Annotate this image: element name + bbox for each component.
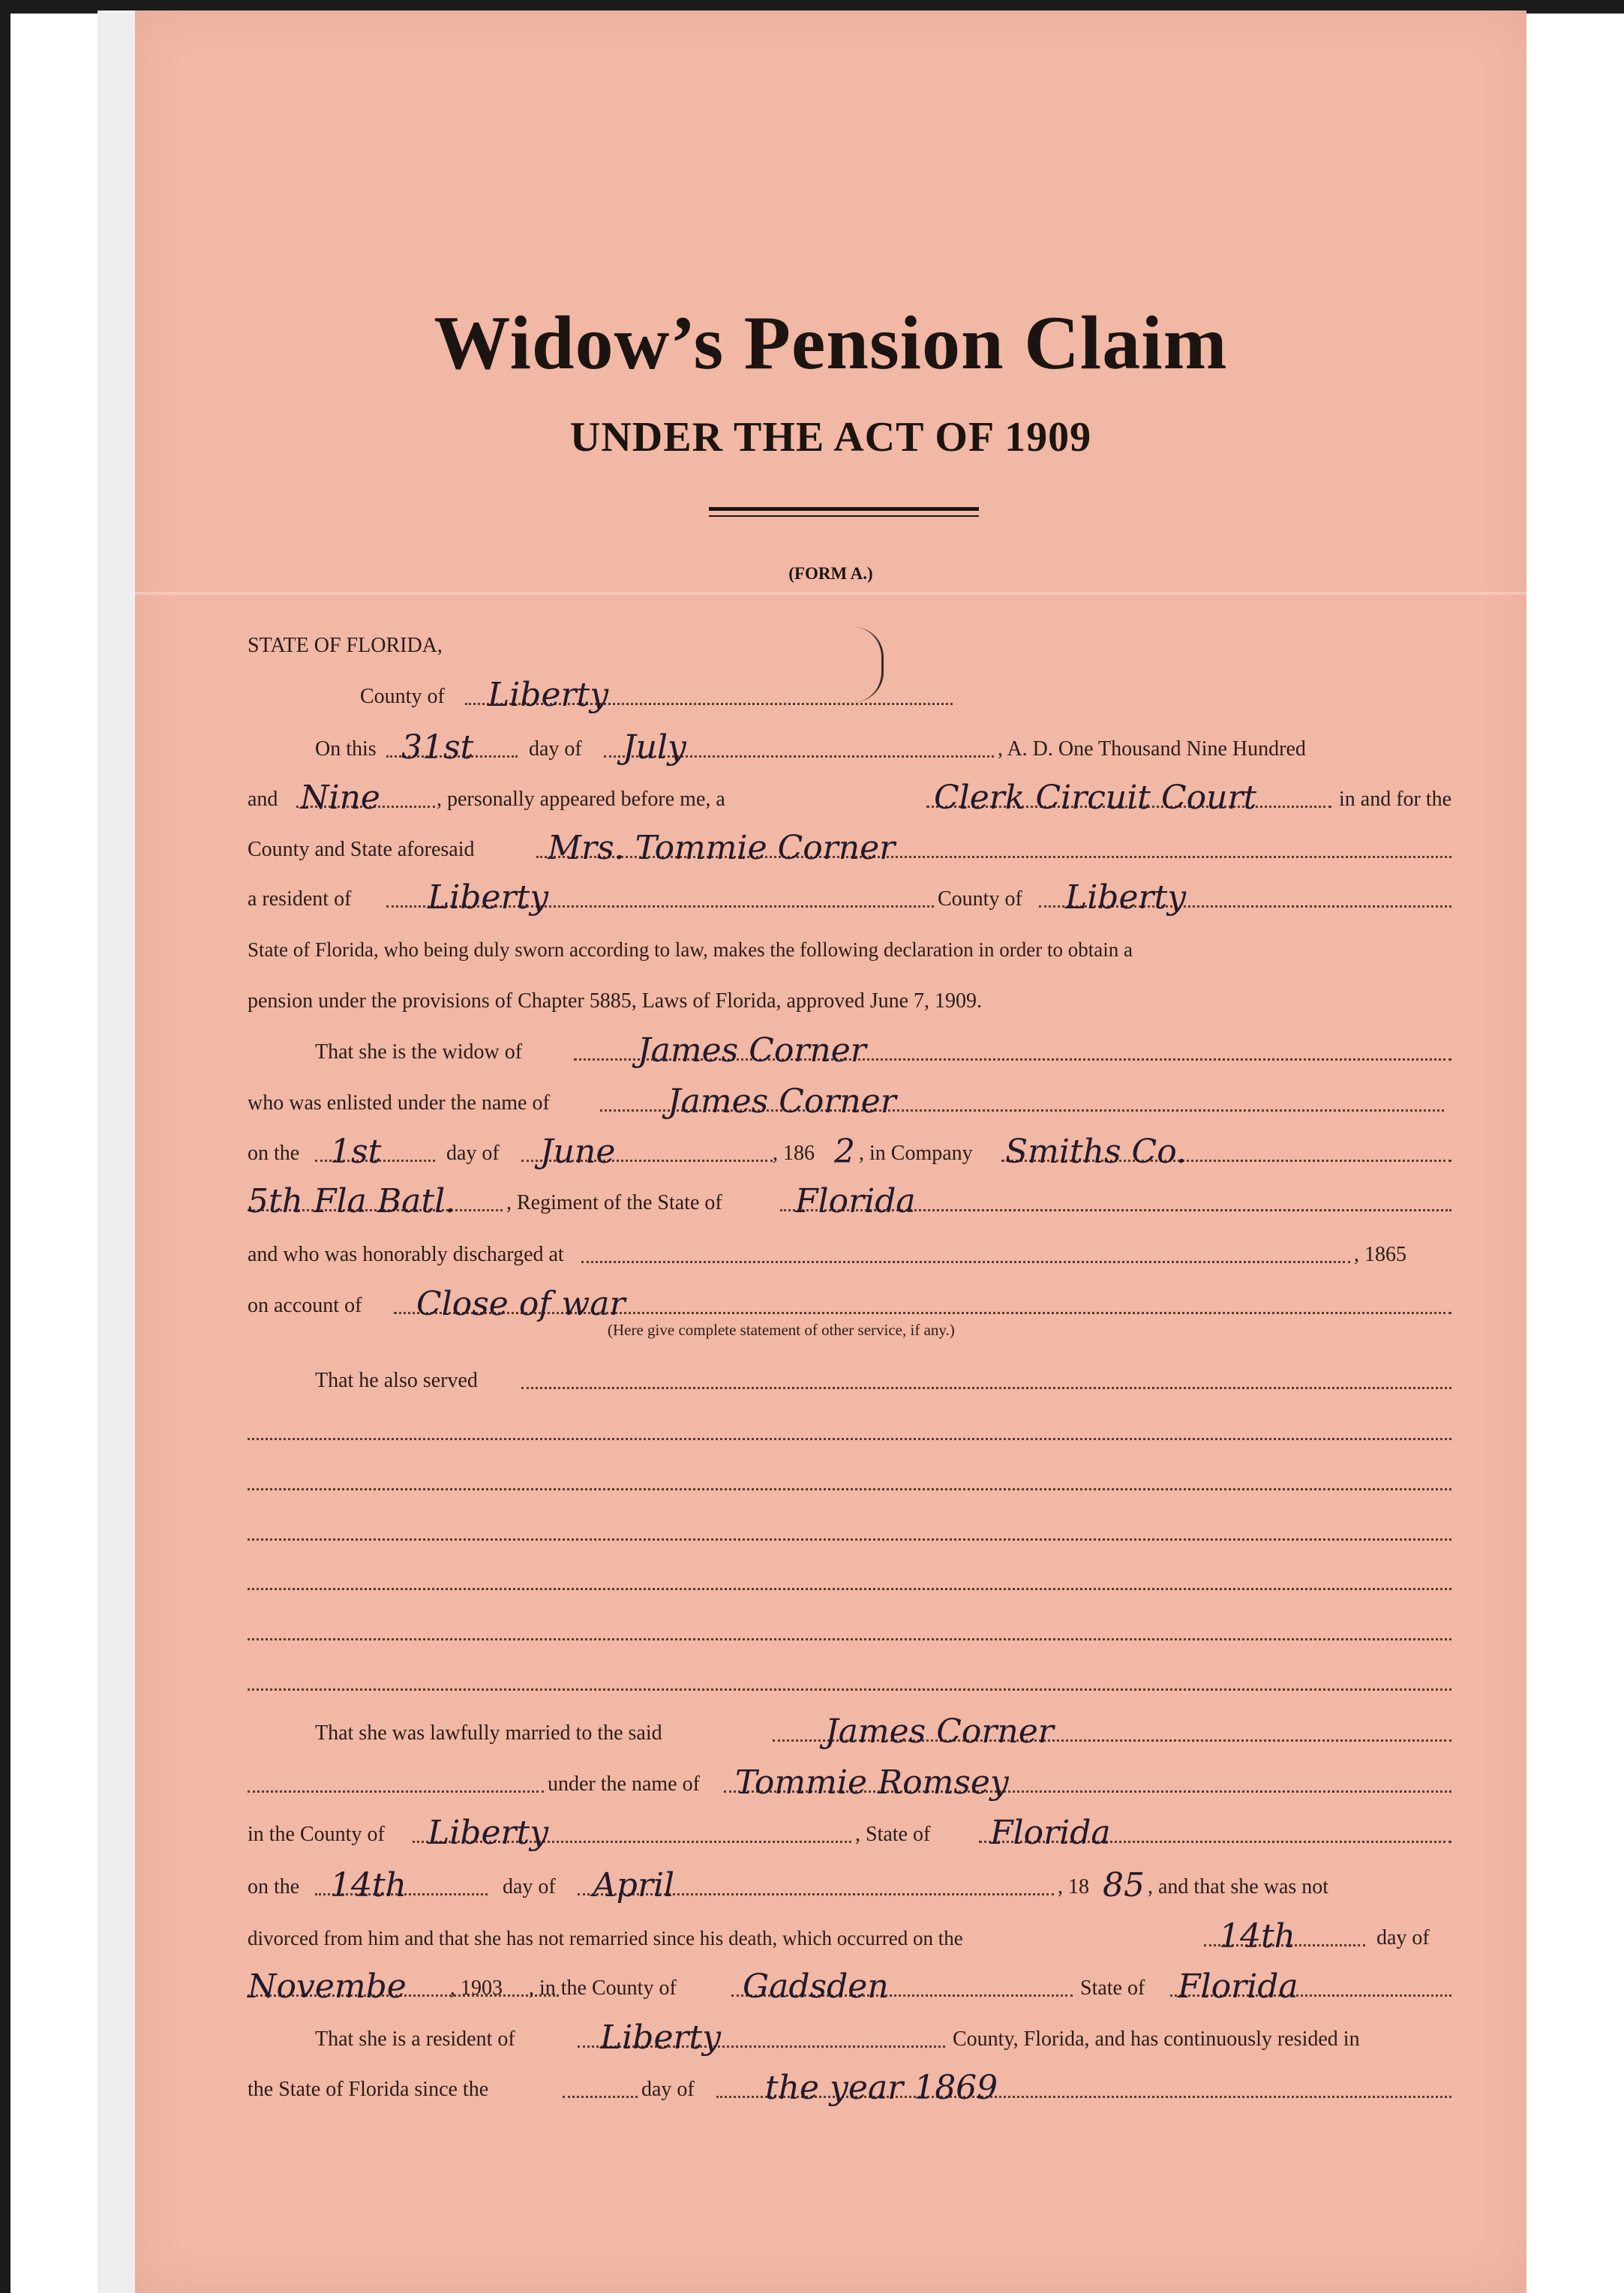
claimant-field[interactable]: Mrs. Tommie Corner [548, 829, 896, 867]
account-line: on account of Close of war [248, 1286, 1451, 1323]
widow-of-line: That she is the widow of James Corner [248, 1032, 1451, 1070]
discharged-line: and who was honorably discharged at , 1865 [248, 1243, 1406, 1266]
maiden-name-line: under the name of Tommie Romsey [248, 1764, 1451, 1802]
date-line: On this 31st day of July , A. D. One Thousand Nine Hundred [315, 728, 1306, 767]
marriage-date-line: on the 14th day of April , 18 85 , and that she was not [248, 1866, 1329, 1904]
claimant-line: County and State aforesaid Mrs. Tommie Corner [248, 830, 1451, 867]
marriage-state-field[interactable]: Florida [990, 1814, 1111, 1852]
state-line [248, 626, 1451, 663]
marriage-year-field[interactable]: 85 [1103, 1866, 1145, 1904]
county-label: County of [360, 685, 445, 708]
enlisted-line: who was enlisted under the name of James Corner [248, 1083, 1451, 1121]
death-state-field[interactable]: Florida [1178, 1967, 1298, 2006]
county-of-field[interactable]: Liberty [1065, 878, 1187, 917]
title-rule-thin [709, 515, 979, 517]
paper-fold-line [135, 592, 1526, 595]
death-day-field[interactable]: 14th [1219, 1917, 1296, 1955]
death-county-field[interactable]: Gadsden [743, 1967, 889, 2006]
marriage-month-field[interactable]: April [593, 1866, 675, 1904]
maiden-name-field[interactable]: Tommie Romsey [735, 1763, 1009, 1802]
regiment-field[interactable]: 5th Fla Batl. [248, 1182, 456, 1220]
regiment-state-field[interactable]: Florida [795, 1182, 916, 1220]
company-field[interactable]: Smiths Co. [1005, 1133, 1187, 1171]
married-line: That she was lawfully married to the said James Corner [248, 1713, 1451, 1751]
married-to-field[interactable]: James Corner [825, 1712, 1054, 1751]
blank-service-line-3[interactable] [248, 1512, 1451, 1550]
residence-since-line: the State of Florida since the day of the year 1869 [248, 2069, 1451, 2107]
month-field[interactable]: July [623, 728, 686, 767]
residence-line: That she is a resident of Liberty County, Florida, and has continuously resided in [315, 2018, 1360, 2057]
form-title: Widow’s Pension Claim [434, 301, 1228, 386]
scan-edge-left [0, 0, 11, 2293]
state-label: STATE OF FLORIDA, [248, 634, 443, 657]
enlist-date-line: on the 1st day of June , 186 2 , in Company Smiths Co. [248, 1133, 1451, 1171]
form-label: (FORM A.) [788, 564, 873, 583]
discharge-year[interactable]: , 1865 [1354, 1243, 1406, 1266]
blank-service-line-2[interactable] [248, 1462, 1451, 1499]
service-note: (Here give complete statement of other service, if any.) [608, 1321, 955, 1339]
husband-field[interactable]: James Corner [638, 1031, 866, 1070]
enlisted-name-field[interactable]: James Corner [668, 1082, 896, 1121]
pension-line: pension under the provisions of Chapter 5885, Laws of Florida, approved June 7, 1909. [248, 989, 983, 1013]
blank-service-line-4[interactable] [248, 1562, 1451, 1599]
marriage-day-field[interactable]: 14th [330, 1866, 407, 1904]
residence-county-field[interactable]: Liberty [600, 2018, 722, 2057]
resident-line: a resident of Liberty County of Liberty [248, 879, 1451, 917]
residence-since-field[interactable]: the year 1869 [765, 2069, 998, 2107]
blank-service-line-1[interactable] [248, 1412, 1451, 1449]
year-words-field[interactable]: Nine [300, 779, 380, 817]
resident-field[interactable]: Liberty [428, 878, 549, 917]
enlist-day-field[interactable]: 1st [330, 1133, 382, 1171]
enlist-month-field[interactable]: June [540, 1133, 616, 1171]
regiment-line: 5th Fla Batl. , Regiment of the State of Florida [248, 1183, 1451, 1220]
official-field[interactable]: Clerk Circuit Court [934, 779, 1257, 817]
appeared-line: and Nine , personally appeared before me, a Clerk Circuit Court in and for the [248, 779, 1452, 817]
title-rule-thick [709, 507, 979, 511]
pension-form-page [135, 11, 1526, 2293]
enlist-year-field[interactable]: 2 [834, 1133, 855, 1171]
day-field[interactable]: 31st [401, 728, 474, 767]
form-subtitle: UNDER THE ACT OF 1909 [569, 414, 1092, 461]
marriage-county-field[interactable]: Liberty [428, 1814, 549, 1852]
blank-service-line-6[interactable] [248, 1662, 1451, 1700]
marriage-place-line: in the County of Liberty , State of Florida [248, 1814, 1451, 1852]
also-served-line: That he also served [248, 1361, 1451, 1398]
death-date-line: Novembe , 1903 , in the County of Gadsden State of Florida [248, 1968, 1451, 2006]
account-field[interactable]: Close of war [416, 1285, 626, 1323]
divorced-line: divorced from him and that she has not remarried since his death, which occurred on the 14th day of [248, 1917, 1430, 1955]
death-year-field[interactable]: , 1903 [450, 1976, 503, 2000]
scan-shadow [98, 11, 140, 2293]
death-month-field[interactable]: Novembe [248, 1967, 407, 2006]
blank-service-line-5[interactable] [248, 1612, 1451, 1649]
county-field[interactable]: Liberty [488, 676, 609, 714]
county-line [248, 677, 1451, 714]
declaration-line: State of Florida, who being duly sworn according to law, makes the following declaration in order to obtain a [248, 938, 1133, 961]
